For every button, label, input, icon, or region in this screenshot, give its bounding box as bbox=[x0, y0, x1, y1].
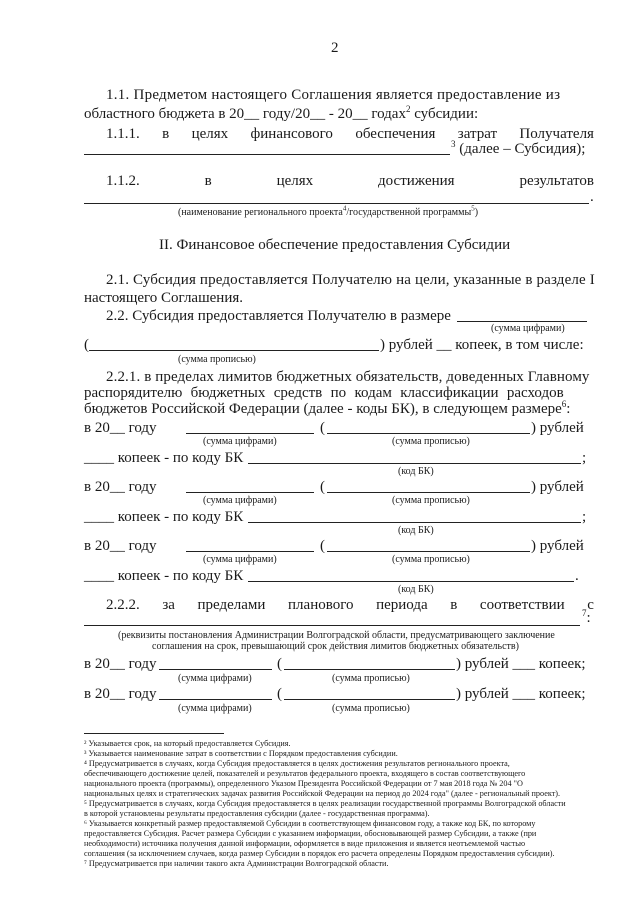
year-row-1-digits-field[interactable] bbox=[186, 433, 314, 434]
page-number: 2 bbox=[331, 40, 339, 56]
subsidy-amount-words-field[interactable] bbox=[89, 350, 379, 351]
resolution-caption-line2: соглашения на срок, превышающий срок действия лимитов бюджетных обязательств) bbox=[152, 641, 519, 652]
year-row-2-words-caption: (сумма прописью) bbox=[392, 495, 470, 506]
footnote-4-line3: национального проекта (программы), определенного Указом Президента Российской Федерации от 7 мая 2018 года № 204 "О bbox=[84, 779, 523, 788]
year-row-3-words-field[interactable] bbox=[327, 551, 530, 552]
year-row-1-kbk-caption: (код БК) bbox=[398, 466, 434, 477]
paragraph-1-1-1-line2: $^3$ (далее – Субсидия); bbox=[451, 139, 586, 157]
paragraph-2-2-1-line1: 2.2.1. в пределах лимитов бюджетных обязательств, доведенных Главному bbox=[106, 369, 590, 385]
expense-name-field[interactable] bbox=[84, 154, 450, 155]
year-row-3-rub: ) рублей bbox=[531, 538, 584, 554]
year-row-2-digits-caption: (сумма цифрами) bbox=[203, 495, 277, 506]
year-row-3-digits-caption: (сумма цифрами) bbox=[203, 554, 277, 565]
paragraph-1-1-line2: областного бюджета в 20__ году/20__ - 20__ годах$^2$ субсидии: bbox=[84, 104, 479, 122]
paragraph-2-2-2-line1: 2.2.2. за пределами планового периода в соответствии с bbox=[106, 597, 594, 613]
year-row-3-label: в 20__ году bbox=[84, 538, 157, 554]
plan-year-row-2-digits-field[interactable] bbox=[159, 699, 272, 700]
year-row-3-kbk-field[interactable] bbox=[248, 581, 574, 582]
year-row-2-end: ; bbox=[582, 509, 587, 525]
footnote-4-line2: обеспечивающего достижение целей, показателей и результатов федерального проекта, входящего в состав соответствующего bbox=[84, 769, 526, 778]
subsidy-amount-words-caption: (сумма прописью) bbox=[178, 354, 256, 365]
year-row-2-kbk-caption: (код БК) bbox=[398, 525, 434, 536]
regional-project-field[interactable] bbox=[84, 203, 589, 204]
year-row-1-end: ; bbox=[582, 450, 587, 466]
paragraph-2-2-1-line3: бюджетов Российской Федерации (далее - коды БК), в следующем размере$^6$: bbox=[84, 399, 571, 417]
paragraph-2-2-open: ( bbox=[84, 337, 89, 353]
plan-year-row-2-label: в 20__ году bbox=[84, 686, 157, 702]
footnote-6-line3: необходимости) источника получения данной информации, оформляется в виде приложения и является неотъемлемой частью bbox=[84, 839, 526, 848]
year-row-2-open: ( bbox=[320, 479, 325, 495]
year-row-3-end: . bbox=[575, 568, 579, 584]
year-row-1-kbk-field[interactable] bbox=[248, 463, 581, 464]
section-2-title: II. Финансовое обеспечение предоставления Субсидии bbox=[159, 237, 511, 253]
footnote-4-line4: национальных целях и стратегических задачах развития Российской Федерации на период до 2024 года" (далее - региональный проект). bbox=[84, 789, 561, 798]
plan-year-row-1-label: в 20__ году bbox=[84, 656, 157, 672]
plan-year-row-2-words-caption: (сумма прописью) bbox=[332, 703, 410, 714]
footnote-5-line1: ⁵ Предусматривается в случаях, когда Субсидия предоставляется в целях реализации государственной программы Волгоградской области bbox=[84, 799, 566, 808]
year-row-3-kopeks: ____ копеек - по коду БК bbox=[84, 568, 244, 584]
plan-year-row-2-words-field[interactable] bbox=[284, 699, 455, 700]
year-row-2-rub: ) рублей bbox=[531, 479, 584, 495]
plan-year-row-2-open: ( bbox=[277, 686, 282, 702]
footnote-5-line2: в которой установлены результаты предоставления субсидии (далее - государственная программа). bbox=[84, 809, 430, 818]
paragraph-2-2-line1: 2.2. Субсидия предоставляется Получателю в размере bbox=[106, 308, 451, 324]
plan-year-row-1-digits-field[interactable] bbox=[159, 669, 272, 670]
year-row-2-label: в 20__ году bbox=[84, 479, 157, 495]
footnote-separator bbox=[84, 733, 224, 734]
year-row-1-kopeks: ____ копеек - по коду БК bbox=[84, 450, 244, 466]
footnote-6-line1: ⁶ Указывается конкретный размер предоставляемой Субсидии в соответствующем финансовом году, а также код БК, по которому bbox=[84, 819, 536, 828]
year-row-1-rub: ) рублей bbox=[531, 420, 584, 436]
year-row-3-digits-field[interactable] bbox=[186, 551, 314, 552]
plan-year-row-1-tail: ) рублей ___ копеек; bbox=[456, 656, 586, 672]
subsidy-amount-digits-caption: (сумма цифрами) bbox=[491, 323, 565, 334]
paragraph-2-2-2-end: $^7$: bbox=[582, 608, 591, 626]
plan-year-row-2-tail: ) рублей ___ копеек; bbox=[456, 686, 586, 702]
plan-year-row-1-words-field[interactable] bbox=[284, 669, 455, 670]
footnote-6-line2: предоставляется Субсидия. Расчет размера Субсидии с указанием информации, обосновывающей размер Субсидии, а также (при bbox=[84, 829, 537, 838]
year-row-1-open: ( bbox=[320, 420, 325, 436]
paragraph-1-1-2-end: . bbox=[590, 189, 594, 205]
resolution-details-field[interactable] bbox=[84, 625, 580, 626]
paragraph-1-1-2-line1: 1.1.2. в целях достижения результатов bbox=[106, 173, 594, 189]
year-row-2-kbk-field[interactable] bbox=[248, 522, 581, 523]
plan-year-row-1-words-caption: (сумма прописью) bbox=[332, 673, 410, 684]
footnote-2: ² Указывается срок, на который предоставляется Субсидия. bbox=[84, 739, 291, 748]
year-row-2-words-field[interactable] bbox=[327, 492, 530, 493]
year-row-1-label: в 20__ году bbox=[84, 420, 157, 436]
subsidy-amount-digits-field[interactable] bbox=[457, 321, 587, 322]
footnote-7: ⁷ Предусматривается при наличии такого акта Администрации Волгоградской области. bbox=[84, 859, 389, 868]
paragraph-2-1-line2: настоящего Соглашения. bbox=[84, 290, 244, 306]
footnote-6-line4: соглашения (за исключением случаев, когда размер Субсидии в порядок его расчета определены Порядком предоставления субсидии). bbox=[84, 849, 555, 858]
plan-year-row-1-digits-caption: (сумма цифрами) bbox=[178, 673, 252, 684]
year-row-2-kopeks: ____ копеек - по коду БК bbox=[84, 509, 244, 525]
plan-year-row-1-open: ( bbox=[277, 656, 282, 672]
year-row-3-words-caption: (сумма прописью) bbox=[392, 554, 470, 565]
year-row-1-words-field[interactable] bbox=[327, 433, 530, 434]
year-row-3-kbk-caption: (код БК) bbox=[398, 584, 434, 595]
plan-year-row-2-digits-caption: (сумма цифрами) bbox=[178, 703, 252, 714]
paragraph-2-1-line1: 2.1. Субсидия предоставляется Получателю на цели, указанные в разделе I bbox=[106, 272, 595, 288]
paragraph-2-2-tail: ) рублей __ копеек, в том числе: bbox=[380, 337, 584, 353]
regional-project-caption: (наименование регионального проекта$^4$/государственной программы$^5$) bbox=[178, 204, 479, 218]
footnote-4-line1: ⁴ Предусматривается в случаях, когда Субсидия предоставляется в целях достижения результатов регионального проекта, bbox=[84, 759, 510, 768]
year-row-2-digits-field[interactable] bbox=[186, 492, 314, 493]
year-row-1-words-caption: (сумма прописью) bbox=[392, 436, 470, 447]
footnote-3: ³ Указывается наименование затрат в соответствии с Порядком предоставления субсидии. bbox=[84, 749, 398, 758]
paragraph-1-1-1-line1: 1.1.1. в целях финансового обеспечения затрат Получателя bbox=[106, 126, 594, 142]
resolution-caption-line1: (реквизиты постановления Администрации Волгоградской области, предусматривающего заключение bbox=[118, 630, 555, 641]
year-row-3-open: ( bbox=[320, 538, 325, 554]
year-row-1-digits-caption: (сумма цифрами) bbox=[203, 436, 277, 447]
paragraph-2-2-1-line2: распорядителю бюджетных средств по кодам классификации расходов bbox=[84, 385, 564, 401]
paragraph-1-1-line1: 1.1. Предметом настоящего Соглашения является предоставление из bbox=[106, 87, 561, 103]
